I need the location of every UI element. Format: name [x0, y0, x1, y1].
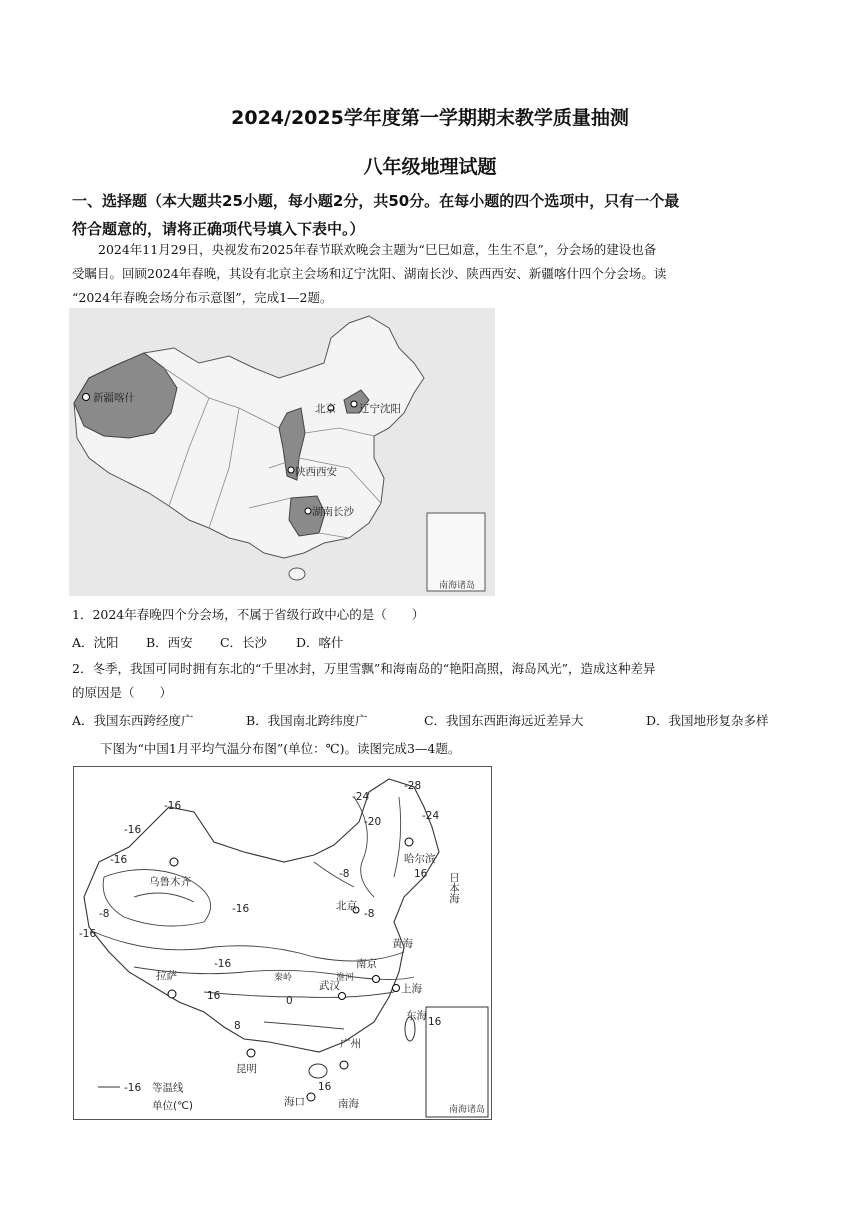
q1-option-d[interactable]: D．喀什 — [295, 635, 344, 650]
page-subtitle: 八年级地理试题 — [363, 156, 497, 178]
harbin-marker — [405, 838, 413, 846]
gala-venue-map-svg — [69, 308, 495, 596]
inset-label: 南海诸岛 — [449, 1105, 486, 1115]
isotherm-label: 16 — [207, 990, 221, 1002]
isotherm-label: -16 — [79, 928, 97, 940]
isotherm-label: -24 — [352, 791, 370, 803]
japan-sea-label: 日本海 — [448, 872, 460, 904]
intro-paragraph — [72, 238, 792, 310]
intro2-line1: 下图为“中国1月平均气温分布图”(单位：℃)。读图完成3—4题。 — [100, 741, 461, 756]
question-2-stem-line2: 的原因是（ ） — [72, 685, 173, 700]
q1-option-b[interactable]: B．西安 — [145, 635, 193, 650]
q2-option-a[interactable]: A．我国东西跨经度广 — [72, 713, 194, 728]
harbin-label: 哈尔滨 — [404, 853, 436, 865]
isotherm-label: -8 — [339, 868, 350, 880]
isotherm-label: 8 — [234, 1020, 241, 1032]
urumqi-marker — [170, 858, 178, 866]
south-sea-inset — [427, 513, 485, 591]
page-title: 2024/2025学年度第一学期期末教学质量抽测 — [231, 107, 629, 129]
hainan-island — [289, 568, 305, 580]
isotherm-label: -16 — [164, 800, 182, 812]
question-2 — [72, 657, 792, 733]
lhasa-marker — [168, 990, 176, 998]
guangzhou-label: 广州 — [340, 1038, 361, 1050]
beijing-label: 北京 — [315, 403, 336, 415]
lhasa-label: 拉萨 — [156, 970, 177, 982]
question-2-stem-line1: 2．冬季，我国可同时拥有东北的“千里冰封，万里雪飘”和海南岛的“艳阳高照，海岛风光”，造成这种差异 — [72, 661, 656, 676]
huaihe-label: 淮河 — [336, 973, 355, 983]
isotherm-label: -28 — [404, 780, 422, 792]
hainan-island — [309, 1064, 327, 1078]
shanghai-marker — [393, 985, 400, 992]
legend-label: 等温线 — [152, 1082, 184, 1094]
shenyang-marker — [351, 401, 357, 407]
section-heading-line2: 符合题意的，请将正确项代号填入下表中。） — [72, 220, 365, 238]
isotherm-label: -24 — [422, 810, 440, 822]
isotherm-label: 16 — [318, 1081, 332, 1093]
q1-option-a[interactable]: A．沈阳 — [72, 635, 119, 650]
legend-sample-value: -16 — [124, 1082, 142, 1094]
question-2-options — [72, 709, 792, 733]
isotherm-label: -16 — [124, 824, 142, 836]
kunming-marker — [247, 1049, 255, 1057]
section-heading — [72, 187, 792, 243]
january-temperature-map — [73, 766, 492, 1120]
isotherm-label: 16 — [428, 1016, 442, 1028]
xian-label: 陕西西安 — [295, 466, 337, 478]
urumqi-label: 乌鲁木齐 — [149, 876, 191, 888]
qinling-label: 秦岭 — [274, 973, 293, 983]
wuhan-marker — [339, 993, 346, 1000]
isotherm-label: -8 — [99, 908, 110, 920]
isotherm-label: 0 — [286, 995, 293, 1007]
nanjing-marker — [373, 976, 380, 983]
question-1-stem: 1．2024年春晚四个分会场，不属于省级行政中心的是（ ） — [72, 607, 425, 622]
guangzhou-marker — [340, 1061, 348, 1069]
intro-line2: 受瞩目。回顾2024年春晚，其设有北京主会场和辽宁沈阳、湖南长沙、陕西西安、新疆喀什四个分会场。读 — [72, 266, 667, 281]
east-sea-label: 东海 — [406, 1010, 427, 1022]
q2-option-d[interactable]: D．我国地形复杂多样 — [645, 713, 769, 728]
q2-option-c[interactable]: C．我国东西距海远近差异大 — [423, 713, 584, 728]
gala-venue-map — [69, 308, 495, 596]
january-temperature-map-svg — [74, 767, 491, 1119]
xian-marker — [288, 467, 294, 473]
shenyang-label: 辽宁沈阳 — [359, 403, 401, 415]
south-sea-label: 南海 — [338, 1098, 359, 1110]
nanjing-label: 南京 — [356, 958, 377, 970]
changsha-marker — [305, 508, 311, 514]
beijing-label: 北京 — [336, 900, 357, 912]
intro-line3: “2024年春晚会场分布示意图”，完成1—2题。 — [72, 290, 333, 305]
shanghai-label: 上海 — [401, 983, 422, 995]
kashgar-label: 新疆喀什 — [93, 392, 135, 404]
isotherm-label: -16 — [232, 903, 250, 915]
intro-line1: 2024年11月29日，央视发布2025年春节联欢晚会主题为“巳巳如意，生生不息”，分会场的建设也备 — [98, 242, 657, 257]
haikou-marker — [307, 1093, 315, 1101]
isotherm-label: -16 — [214, 958, 232, 970]
inset-label: 南海诸岛 — [439, 581, 476, 591]
section-heading-line1: 一、选择题（本大题共25小题，每小题2分，共50分。在每小题的四个选项中，只有一个最 — [72, 192, 680, 210]
isotherm-label: -8 — [364, 908, 375, 920]
changsha-label: 湖南长沙 — [312, 506, 354, 518]
isotherm-label: -16 — [110, 854, 128, 866]
isotherm-label: 16 — [414, 868, 428, 880]
china-outline — [84, 779, 439, 1052]
yellow-sea-label: 黄海 — [392, 938, 413, 950]
legend-unit: 单位(℃) — [152, 1100, 193, 1112]
isotherm-label: -20 — [364, 816, 382, 828]
q1-option-c[interactable]: C．长沙 — [219, 635, 268, 650]
haikou-label: 海口 — [284, 1096, 305, 1108]
question-1 — [72, 603, 792, 655]
question-1-options — [72, 631, 792, 655]
q2-option-b[interactable]: B．我国南北跨纬度广 — [245, 713, 368, 728]
wuhan-label: 武汉 — [319, 980, 340, 992]
kashgar-marker — [83, 394, 90, 401]
kunming-label: 昆明 — [236, 1063, 257, 1075]
